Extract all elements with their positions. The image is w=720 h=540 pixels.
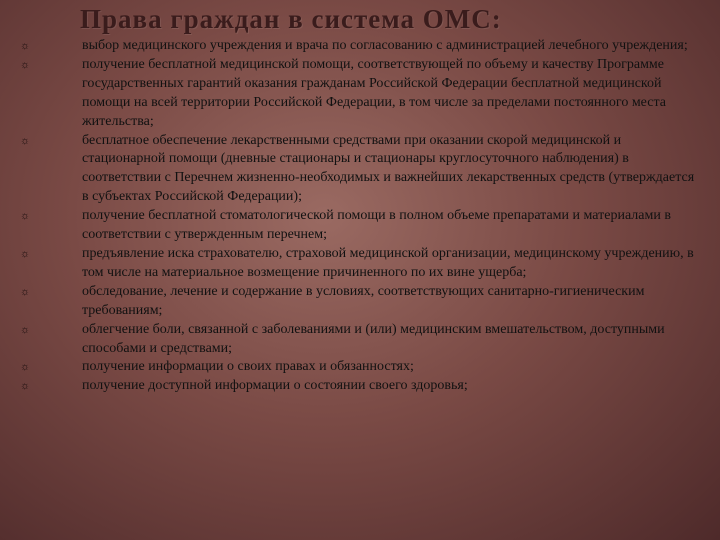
sun-bullet-icon: ☼ <box>20 380 31 393</box>
sun-bullet-icon: ☼ <box>20 323 31 336</box>
bullet-list <box>18 37 698 396</box>
list-item <box>18 207 698 245</box>
sun-bullet-icon: ☼ <box>20 210 31 223</box>
list-item <box>18 377 698 396</box>
sun-bullet-icon: ☼ <box>20 58 31 71</box>
bullet-text: получение доступной информации о состоянии своего здоровья; <box>82 378 468 394</box>
bullet-text: получение бесплатной медицинской помощи, соответствующей по объему и качеству Программе государственных гарантий оказания гражданам Российской Федерации бесплатной медицинской помощи на всей территории Российской Федерации, в том числе за пределами постоянного места жительства; <box>82 56 666 129</box>
list-item <box>18 321 698 359</box>
sun-bullet-icon: ☼ <box>20 134 31 147</box>
bullet-text: предъявление иска страхователю, страховой медицинской организации, медицинскому учреждению, в том числе на материальное возмещение причиненного по их вине ущерба; <box>82 245 694 280</box>
bullet-text: обследование, лечение и содержание в условиях, соответствующих санитарно-гигиеническим требованиям; <box>82 283 645 318</box>
sun-bullet-icon: ☼ <box>20 285 31 298</box>
bullet-text: облегчение боли, связанной с заболеваниями и (или) медицинским вмешательством, доступными способами и средствами; <box>82 321 665 356</box>
sun-bullet-icon: ☼ <box>20 247 31 260</box>
sun-bullet-icon: ☼ <box>20 361 31 374</box>
bullet-text: получение информации о своих правах и обязанностях; <box>82 359 414 375</box>
bullet-text: получение бесплатной стоматологической помощи в полном объеме препаратами и материалами в соответствии с утвержденным перечнем; <box>82 208 671 243</box>
bullet-text: бесплатное обеспечение лекарственными средствами при оказании скорой медицинской и стационарной помощи (дневные стационары и стационары круглосуточного наблюдения) в соответствии с Перечнем жизненно-необходимых и важнейших лекарственных средств (утверждается в субъектах Российской Федерации); <box>82 132 695 205</box>
slide-title: Права граждан в система ОМС: <box>80 4 502 34</box>
sun-bullet-icon: ☼ <box>20 40 31 52</box>
list-item <box>18 37 698 56</box>
list-item <box>18 245 698 283</box>
list-item <box>18 283 698 321</box>
list-item <box>18 132 698 208</box>
bullet-text: выбор медицинского учреждения и врача по согласованию с администрацией лечебного учреждения; <box>82 38 688 53</box>
list-item <box>18 56 698 132</box>
list-item <box>18 358 698 377</box>
